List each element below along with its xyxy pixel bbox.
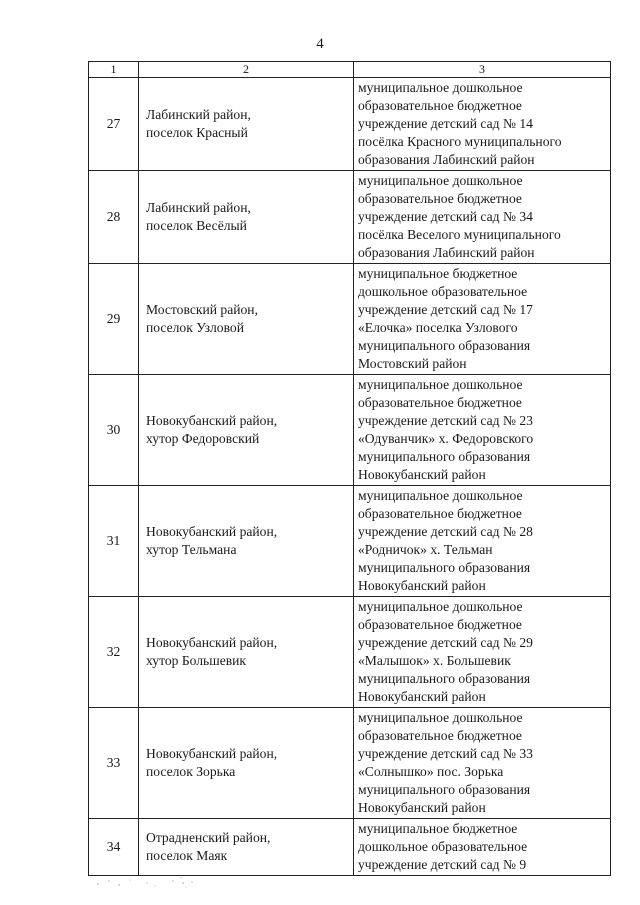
- column-header: 1: [89, 62, 139, 78]
- institution-line: учреждение детский сад № 29: [358, 635, 533, 650]
- institution-line: образовательное бюджетное: [358, 617, 522, 632]
- institution-line: учреждение детский сад № 28: [358, 524, 533, 539]
- institution-line: муниципального образования: [358, 671, 531, 686]
- institution-line: образования Лабинский район: [358, 152, 535, 167]
- row-number: 30: [89, 375, 139, 486]
- institution-line: Новокубанский район: [358, 689, 486, 704]
- location-line: Мостовский район,: [146, 302, 258, 317]
- location-line: поселок Узловой: [146, 320, 245, 335]
- institution-line: учреждение детский сад № 33: [358, 746, 533, 761]
- institution-line: образования Лабинский район: [358, 245, 535, 260]
- scan-noise-marks: [95, 872, 225, 892]
- institution-cell: [354, 708, 611, 819]
- institution-line: «Елочка» поселка Узлового: [358, 320, 518, 335]
- row-number: 34: [89, 819, 139, 876]
- institution-cell: [354, 597, 611, 708]
- location-line: поселок Весёлый: [146, 218, 247, 233]
- row-number: 32: [89, 597, 139, 708]
- table-row: [89, 597, 611, 708]
- location-line: поселок Красный: [146, 125, 248, 140]
- institution-line: «Родничок» х. Тельман: [358, 542, 493, 557]
- location-cell: [139, 375, 354, 486]
- location-cell: [139, 819, 354, 876]
- institution-line: учреждение детский сад № 9: [358, 857, 527, 872]
- institution-line: образовательное бюджетное: [358, 395, 522, 410]
- institution-line: учреждение детский сад № 17: [358, 302, 533, 317]
- location-line: Новокубанский район,: [146, 635, 278, 650]
- location-cell: [139, 708, 354, 819]
- institution-line: муниципальное дошкольное: [358, 599, 523, 614]
- location-line: Новокубанский район,: [146, 413, 278, 428]
- institution-line: образовательное бюджетное: [358, 98, 522, 113]
- table-row: [89, 486, 611, 597]
- location-line: поселок Маяк: [146, 848, 228, 863]
- column-header: 3: [354, 62, 611, 78]
- institution-line: дошкольное образовательное: [358, 839, 528, 854]
- table-header-row: [89, 62, 611, 78]
- institution-line: «Солнышко» пос. Зорька: [358, 764, 504, 779]
- row-number: 29: [89, 264, 139, 375]
- location-cell: [139, 264, 354, 375]
- location-line: Отрадненский район,: [146, 830, 271, 845]
- institution-line: муниципального образования: [358, 560, 531, 575]
- institution-line: муниципальное дошкольное: [358, 488, 523, 503]
- location-line: хутор Федоровский: [146, 431, 260, 446]
- location-cell: [139, 171, 354, 264]
- table-row: [89, 78, 611, 171]
- location-line: Новокубанский район,: [146, 524, 278, 539]
- institution-line: образовательное бюджетное: [358, 728, 522, 743]
- institution-cell: [354, 819, 611, 876]
- row-number: 33: [89, 708, 139, 819]
- location-line: хутор Тельмана: [146, 542, 237, 557]
- institution-line: Новокубанский район: [358, 578, 486, 593]
- institution-line: Новокубанский район: [358, 800, 486, 815]
- table-row: [89, 819, 611, 876]
- table-row: [89, 171, 611, 264]
- location-cell: [139, 597, 354, 708]
- location-cell: [139, 486, 354, 597]
- institution-line: Мостовский район: [358, 356, 467, 371]
- institution-line: «Одуванчик» х. Федоровского: [358, 431, 534, 446]
- institution-line: учреждение детский сад № 23: [358, 413, 533, 428]
- institution-line: посёлка Веселого муниципального: [358, 227, 561, 242]
- row-number: 31: [89, 486, 139, 597]
- location-line: Новокубанский район,: [146, 746, 278, 761]
- institution-cell: [354, 78, 611, 171]
- institution-line: муниципальное бюджетное: [358, 266, 518, 281]
- page-number: 4: [316, 36, 324, 52]
- location-line: Лабинский район,: [146, 107, 251, 122]
- institution-line: муниципальное дошкольное: [358, 80, 523, 95]
- institution-cell: [354, 486, 611, 597]
- table-row: [89, 264, 611, 375]
- institution-cell: [354, 375, 611, 486]
- column-header: 2: [139, 62, 354, 78]
- institution-cell: [354, 171, 611, 264]
- institution-line: образовательное бюджетное: [358, 506, 522, 521]
- institution-line: муниципальное дошкольное: [358, 173, 523, 188]
- institution-line: посёлка Красного муниципального: [358, 134, 562, 149]
- institution-line: муниципальное бюджетное: [358, 821, 518, 836]
- institution-line: учреждение детский сад № 14: [358, 116, 533, 131]
- institution-line: муниципального образования: [358, 449, 531, 464]
- location-line: Лабинский район,: [146, 200, 251, 215]
- table-row: [89, 708, 611, 819]
- institution-line: муниципальное дошкольное: [358, 377, 523, 392]
- location-cell: [139, 78, 354, 171]
- location-line: хутор Большевик: [146, 653, 247, 668]
- institutions-table: [88, 61, 611, 876]
- table-row: [89, 375, 611, 486]
- institution-line: муниципального образования: [358, 782, 531, 797]
- institution-line: «Малышок» х. Большевик: [358, 653, 511, 668]
- institution-line: учреждение детский сад № 34: [358, 209, 533, 224]
- row-number: 27: [89, 78, 139, 171]
- institution-cell: [354, 264, 611, 375]
- institution-line: образовательное бюджетное: [358, 191, 522, 206]
- row-number: 28: [89, 171, 139, 264]
- institution-line: Новокубанский район: [358, 467, 486, 482]
- institution-line: муниципальное дошкольное: [358, 710, 523, 725]
- institution-line: муниципального образования: [358, 338, 531, 353]
- institution-line: дошкольное образовательное: [358, 284, 528, 299]
- location-line: поселок Зорька: [146, 764, 236, 779]
